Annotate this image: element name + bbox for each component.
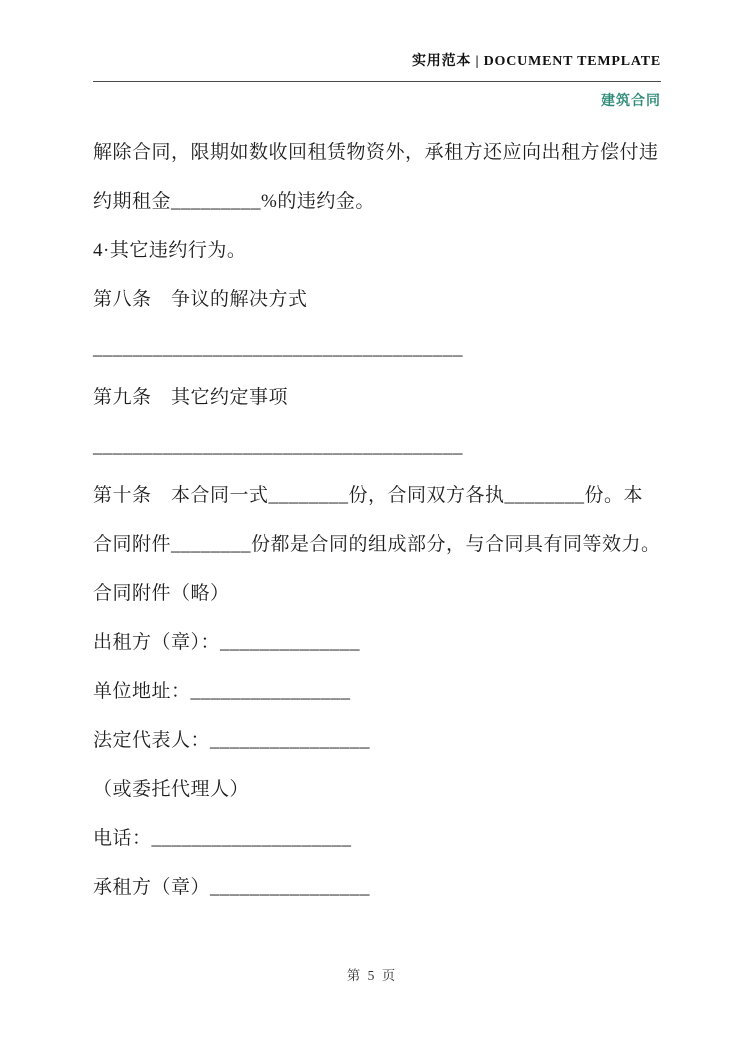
contract-blank-line: _____________________________________ xyxy=(93,338,463,359)
contract-line: 约期租金_________%的违约金。 xyxy=(93,191,375,212)
contract-line: （或委托代理人） xyxy=(93,779,250,800)
header-doc-category: 建筑合同 xyxy=(601,94,661,109)
contract-line: 合同附件________份都是合同的组成部分，与合同具有同等效力。 xyxy=(93,534,661,555)
page-number-label: 第 5 页 xyxy=(346,968,398,983)
contract-line: 出租方（章）：______________ xyxy=(93,632,361,653)
contract-line: 承租方（章）________________ xyxy=(93,877,371,898)
contract-line: 法定代表人：________________ xyxy=(93,730,371,751)
contract-line: 第九条 其它约定事项 xyxy=(93,387,289,408)
contract-line: 单位地址：________________ xyxy=(93,681,351,702)
contract-blank-line: _____________________________________ xyxy=(93,436,463,457)
page-footer xyxy=(0,964,744,984)
header-divider xyxy=(93,81,661,82)
page-header xyxy=(93,0,661,110)
contract-line: 第十条 本合同一式________份，合同双方各执________份。本 xyxy=(93,485,644,506)
contract-line: 解除合同，限期如数收回租赁物资外，承租方还应向出租方偿付违 xyxy=(93,142,659,163)
contract-line: 4·其它违约行为。 xyxy=(93,240,247,261)
contract-line: 第八条 争议的解决方式 xyxy=(93,289,308,310)
contract-body xyxy=(93,128,704,912)
contract-line: 电话：____________________ xyxy=(93,828,352,849)
contract-line: 合同附件（略） xyxy=(93,583,230,604)
header-brand: 实用范本 | DOCUMENT TEMPLATE xyxy=(411,54,661,69)
